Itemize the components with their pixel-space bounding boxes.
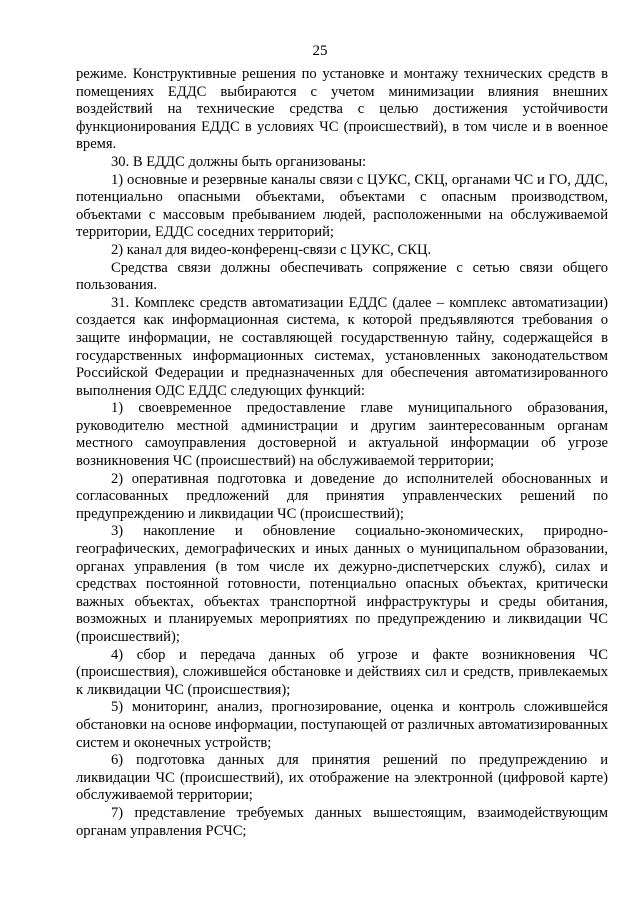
paragraph: 4) сбор и передача данных об угрозе и факте возникновения ЧС (происшествия), сложившейся обстановке и действиях сил и средств, привлекаемых к ликвидации ЧС (происшествия); bbox=[76, 646, 608, 698]
paragraph: 1) своевременное предоставление главе муниципального образования, руководителю местной администрации и другим заинтересованным органам местного самоуправления достоверной и актуальной информации об угрозе возникновения ЧС (происшествий) на обслуживаемой территории; bbox=[76, 400, 608, 470]
paragraph: Средства связи должны обеспечивать сопряжение с сетью связи общего пользования. bbox=[76, 259, 608, 294]
paragraph: 2) оперативная подготовка и доведение до исполнителей обоснованных и согласованных предложений для принятия управленческих решений по предупреждению и ликвидации ЧС (происшествий); bbox=[76, 470, 608, 522]
paragraph: режиме. Конструктивные решения по установке и монтажу технических средств в помещениях ЕДДС выбираются с учетом минимизации влияния внешних воздействий на технические средства с целью достижения устойчивости функционирования ЕДДС в условиях ЧС (происшествий), в том числе и в военное время. bbox=[76, 66, 608, 153]
paragraph: 3) накопление и обновление социально-экономических, природно-географических, демографических и иных данных о муниципальном образовании, органах управления (в том числе их дежурно-диспетчерских служб), силах и средствах постоянной готовности, потенциально опасных объектах, критически важных объектах, объектах транспортной инфраструктуры и среды обитания, возможных и планируемых мероприятиях по предупреждению и ликвидации ЧС (происшествий); bbox=[76, 523, 608, 645]
paragraph: 5) мониторинг, анализ, прогнозирование, оценка и контроль сложившейся обстановки на основе информации, поступающей от различных автоматизированных систем и оконечных устройств; bbox=[76, 699, 608, 751]
paragraph: 1) основные и резервные каналы связи с ЦУКС, СКЦ, органами ЧС и ГО, ДДС, потенциально опасными объектами, объектами с опасным производством, объектами с массовым пребыванием людей, расположенными на обслуживаемой территории, ЕДДС соседних территорий; bbox=[76, 171, 608, 241]
paragraph: 31. Комплекс средств автоматизации ЕДДС (далее – комплекс автоматизации) создается как информационная система, к которой предъявляются требования о защите информации, не составляющей государственную тайну, содержащейся в государственных информационных системах, установленных законодательством Российской Федерации и предназначенных для обеспечения автоматизированного выполнения ОДС ЕДДС следующих функций: bbox=[76, 294, 608, 399]
paragraph: 2) канал для видео-конференц-связи с ЦУКС, СКЦ. bbox=[111, 241, 432, 258]
page-number: 25 bbox=[312, 43, 328, 59]
paragraph: 6) подготовка данных для принятия решений по предупреждению и ликвидации ЧС (происшествий), их отображение на электронной (цифровой карте) обслуживаемой территории; bbox=[76, 752, 608, 804]
paragraph: 7) представление требуемых данных вышестоящим, взаимодействующим органам управления РСЧС; bbox=[76, 804, 608, 839]
document-body bbox=[76, 66, 608, 840]
paragraph: 30. В ЕДДС должны быть организованы: bbox=[111, 153, 367, 170]
